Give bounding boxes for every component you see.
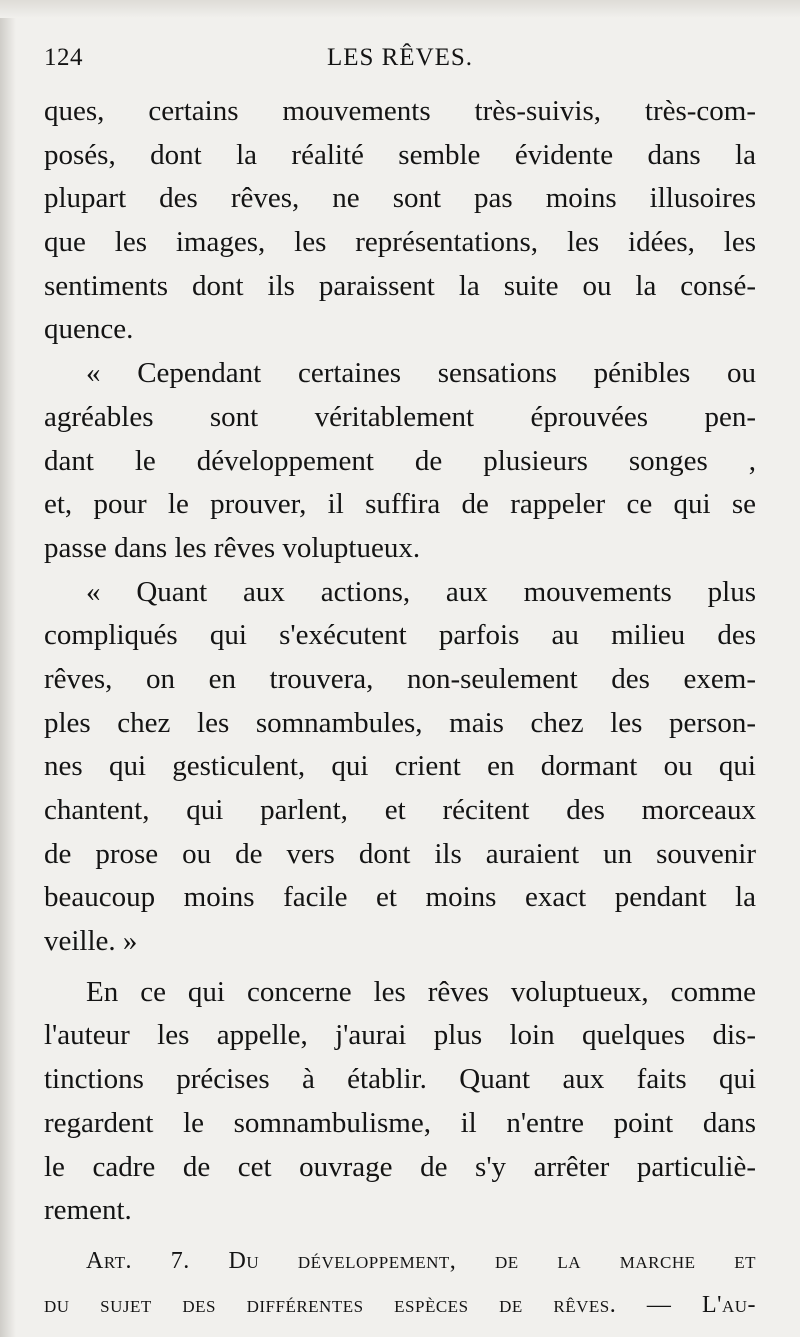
- text-line: et, pour le prouver, il suffira de rappeler ce qui se: [44, 488, 756, 521]
- text-line: le cadre de cet ouvrage de s'y arrêter particuliè-: [44, 1150, 756, 1183]
- text-line: ples chez les somnambules, mais chez les person-: [44, 706, 756, 739]
- text-line: passe dans les rêves voluptueux.: [44, 531, 421, 564]
- text-line: beaucoup moins facile et moins exact pendant la: [44, 881, 756, 914]
- text-line: que les images, les représentations, les idées, les: [44, 226, 756, 259]
- text-line: « Cependant certaines sensations pénibles ou: [86, 357, 756, 390]
- text-line: nes qui gesticulent, qui crient en dormant ou qui: [44, 750, 756, 783]
- text-line: de prose ou de vers dont ils auraient un souvenir: [44, 837, 756, 870]
- running-head: LES RÊVES.: [326, 44, 474, 71]
- text-line: plupart des rêves, ne sont pas moins illusoires: [44, 182, 756, 215]
- page-shadow-left: [0, 0, 16, 1337]
- text-line: regardent le somnambulisme, il n'entre point dans: [44, 1106, 756, 1139]
- text-line: rêves, on en trouvera, non-seulement des exem-: [44, 662, 756, 695]
- body-text: [44, 90, 756, 1327]
- text-line: sentiments dont ils paraissent la suite ou la consé-: [44, 269, 756, 302]
- text-line: veille. »: [44, 925, 138, 958]
- section-heading-text: du sujet des différentes espèces de rêves. — L'au-: [44, 1291, 756, 1318]
- text-line: rement.: [44, 1194, 132, 1227]
- text-line: compliqués qui s'exécutent parfois au milieu des: [44, 619, 756, 652]
- text-line: dant le développement de plusieurs songes ,: [44, 444, 756, 477]
- page-header: [44, 44, 756, 78]
- text-line: agréables sont véritablement éprouvées pen-: [44, 400, 756, 433]
- text-line: chantent, qui parlent, et récitent des morceaux: [44, 794, 756, 826]
- text-line: En ce qui concerne les rêves voluptueux, comme: [86, 975, 756, 1008]
- section-heading-line: [44, 1284, 756, 1328]
- text-line: quence.: [44, 313, 134, 346]
- page-number: 124: [44, 44, 83, 71]
- page-shadow-top: [0, 0, 800, 18]
- text-line: « Quant aux actions, aux mouvements plus: [86, 575, 756, 608]
- section-heading-line: [44, 1240, 756, 1284]
- text-line: posés, dont la réalité semble évidente dans la: [44, 138, 756, 171]
- text-line: l'auteur les appelle, j'aurai plus loin quelques dis-: [44, 1019, 756, 1052]
- text-line: tinctions précises à établir. Quant aux faits qui: [44, 1063, 756, 1096]
- text-line: ques, certains mouvements très-suivis, très-com-: [44, 95, 756, 127]
- section-heading-text: Art. 7. Du développement, de la marche et: [86, 1247, 756, 1274]
